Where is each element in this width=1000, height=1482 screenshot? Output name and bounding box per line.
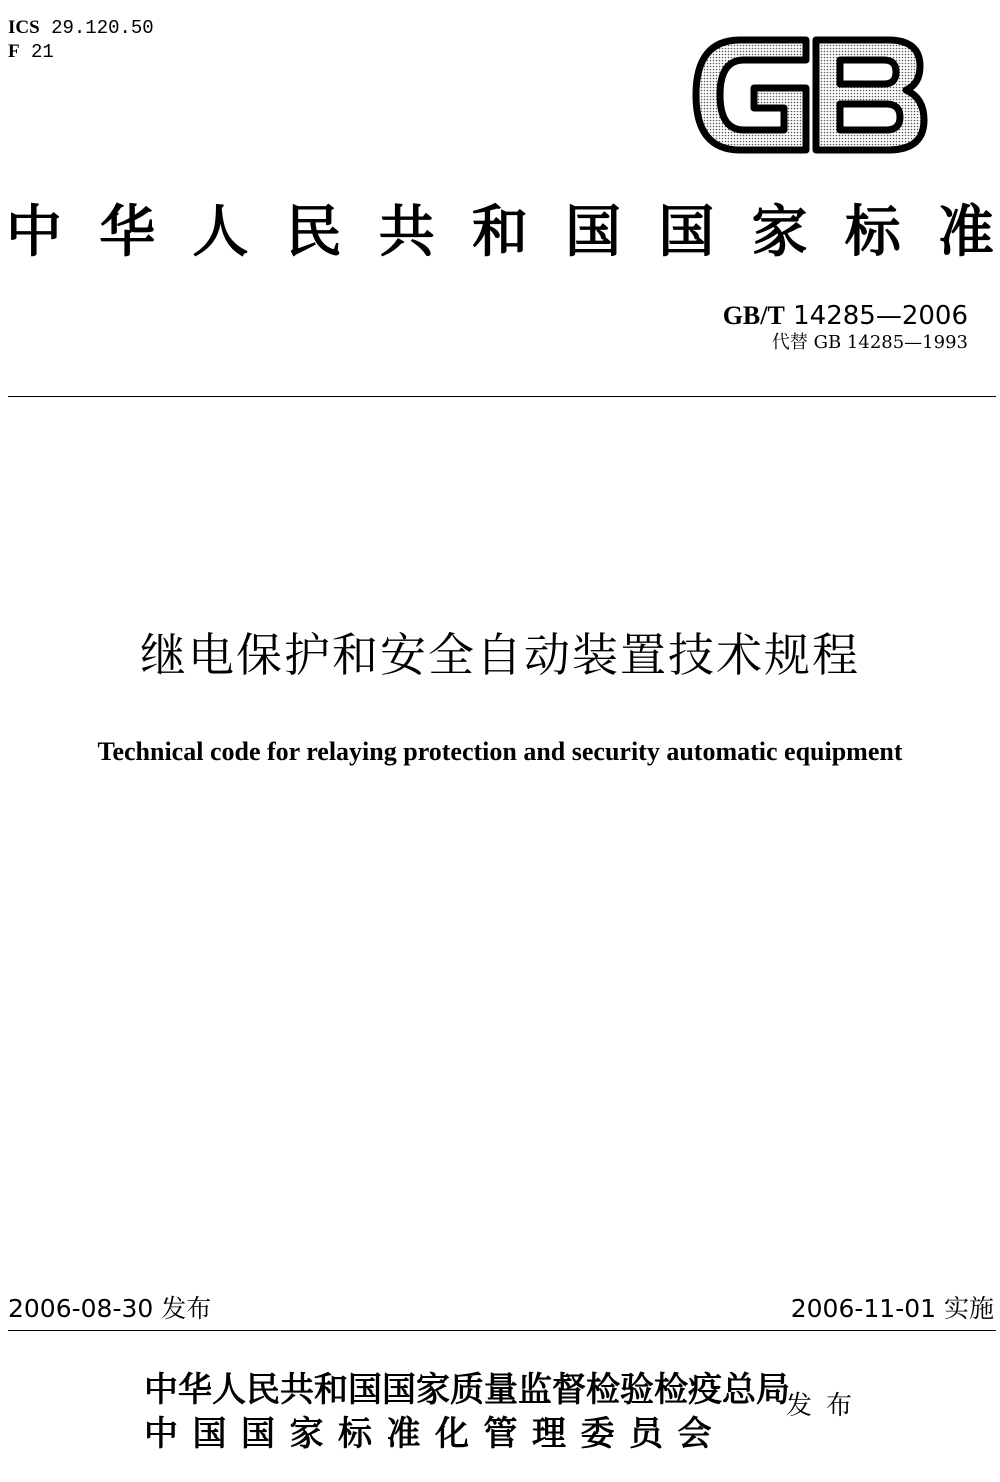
publisher-2: 中国国家标准化管理委员会 <box>144 1414 726 1454</box>
classification-codes <box>8 16 154 64</box>
document-title-english: Technical code for relaying protection and security automatic equipment <box>97 737 903 766</box>
heading-char: 华 <box>99 199 156 265</box>
implementation-date: 2006-11-01 实施 <box>790 1294 994 1323</box>
ics-label: ICS <box>8 17 40 38</box>
heading-char: 标 <box>844 199 901 265</box>
heading-char: 中 <box>6 199 62 265</box>
top-divider <box>8 396 996 397</box>
standard-code-number: 14285—2006 <box>793 301 968 331</box>
publish-action: 发布 <box>786 1391 867 1421</box>
publishers <box>144 1368 790 1456</box>
heading-char: 民 <box>285 199 342 265</box>
ccs-code: 21 <box>31 41 54 63</box>
heading-char: 共 <box>378 199 435 265</box>
publisher-1: 中华人民共和国国家质量监督检验检疫总局 <box>144 1370 790 1410</box>
ccs-line <box>8 40 154 64</box>
heading-char: 准 <box>937 199 994 265</box>
national-standard-heading <box>0 192 1000 272</box>
bottom-divider <box>8 1330 996 1331</box>
heading-char: 和 <box>471 199 528 265</box>
heading-char: 国 <box>658 199 715 265</box>
heading-char: 家 <box>751 199 808 265</box>
document-title-chinese: 继电保护和安全自动装置技术规程 <box>140 628 860 682</box>
standard-code <box>723 300 968 332</box>
gb-logo-text: GB <box>688 32 690 33</box>
ccs-label: F <box>8 41 20 62</box>
standard-code-block <box>723 300 968 354</box>
ics-code: 29.120.50 <box>51 17 154 39</box>
gb-logo <box>688 32 932 158</box>
replaces-standard: 代替 GB 14285—1993 <box>771 332 968 353</box>
standard-code-prefix: GB/T <box>722 301 785 330</box>
issue-date: 2006-08-30 发布 <box>8 1294 212 1323</box>
ics-line <box>8 16 154 40</box>
heading-char: 国 <box>565 199 622 265</box>
heading-char: 人 <box>192 199 249 265</box>
